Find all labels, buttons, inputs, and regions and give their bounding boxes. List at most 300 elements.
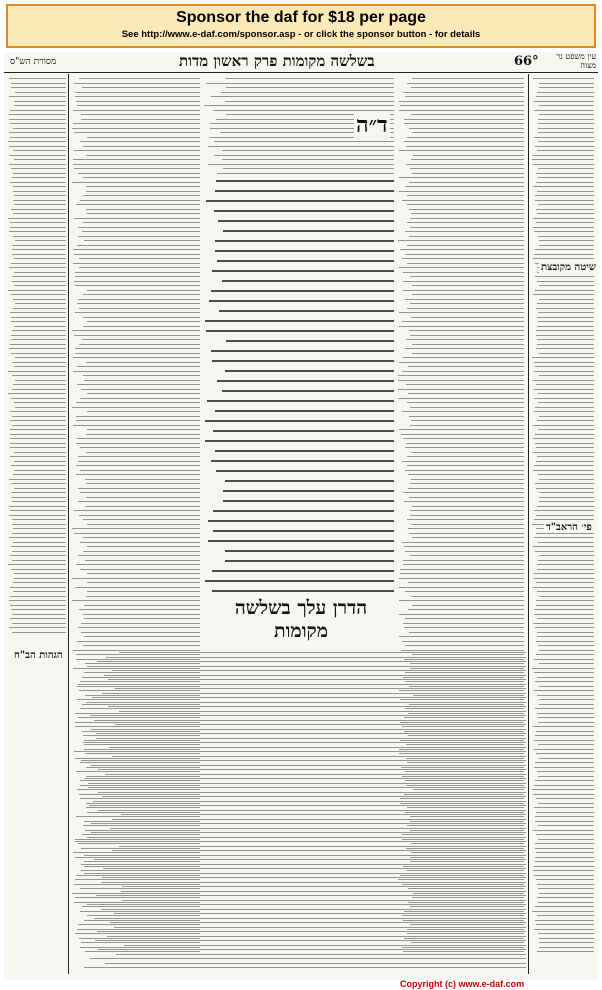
text-line — [98, 769, 526, 770]
text-line — [11, 497, 66, 498]
text-line — [119, 846, 526, 847]
shita-mekubetzet-label: שיטה מקובצת — [541, 262, 596, 273]
text-line — [223, 230, 394, 232]
text-line — [538, 141, 594, 142]
text-line — [84, 380, 200, 381]
text-line — [10, 447, 66, 448]
text-line — [15, 240, 66, 241]
text-line — [87, 290, 200, 291]
text-line — [95, 940, 526, 941]
text-line — [96, 733, 526, 734]
text-line — [11, 483, 66, 484]
text-line — [409, 209, 524, 210]
text-line — [217, 173, 394, 174]
text-line — [85, 560, 200, 561]
sponsor-banner-subtitle[interactable]: See http://www.e-daf.com/sponsor.asp - or click the sponsor button - for details — [121, 29, 481, 40]
text-line — [9, 231, 66, 232]
text-line — [538, 474, 594, 475]
text-line — [537, 344, 595, 345]
text-line — [399, 326, 524, 327]
text-line — [83, 519, 200, 520]
text-line — [218, 220, 394, 222]
text-line — [405, 447, 524, 448]
text-line — [538, 744, 594, 745]
text-line — [101, 909, 526, 910]
text-line — [112, 670, 526, 671]
text-line — [213, 110, 394, 111]
text-line — [88, 783, 526, 784]
text-line — [402, 411, 524, 412]
text-line — [8, 218, 66, 219]
text-line — [537, 636, 594, 637]
text-line — [87, 137, 200, 138]
text-line — [537, 632, 594, 633]
text-line — [215, 450, 394, 452]
text-line — [537, 191, 594, 192]
text-line — [14, 402, 66, 403]
text-line — [11, 492, 66, 493]
text-line — [412, 506, 524, 507]
text-line — [535, 195, 594, 196]
text-line — [537, 339, 594, 340]
text-line — [536, 447, 594, 448]
text-line — [538, 839, 594, 840]
text-line — [14, 101, 66, 102]
text-line — [73, 249, 201, 250]
text-line — [79, 258, 200, 259]
text-line — [12, 632, 66, 633]
text-line — [408, 474, 524, 475]
text-line — [74, 83, 200, 84]
text-line — [12, 281, 66, 282]
text-line — [115, 688, 526, 689]
text-line — [407, 245, 524, 246]
sponsor-banner[interactable] — [6, 4, 596, 48]
text-line — [534, 740, 594, 741]
text-line — [9, 132, 66, 133]
text-line — [97, 931, 526, 932]
text-line — [411, 452, 524, 453]
text-line — [407, 137, 524, 138]
text-line — [536, 582, 594, 583]
text-line — [533, 218, 594, 219]
text-line — [536, 308, 594, 309]
text-line — [76, 204, 200, 205]
text-line — [536, 515, 594, 516]
text-line — [122, 900, 526, 901]
text-line — [9, 114, 66, 115]
text-line — [536, 182, 594, 183]
text-line — [78, 555, 200, 556]
text-line — [409, 330, 524, 331]
text-line — [13, 474, 66, 475]
text-line — [74, 281, 200, 282]
text-line — [536, 348, 594, 349]
text-line — [410, 168, 524, 169]
text-line — [535, 276, 594, 277]
text-line — [537, 695, 594, 696]
text-line — [11, 294, 66, 295]
text-line — [13, 308, 66, 309]
text-line — [10, 429, 66, 430]
text-line — [535, 843, 594, 844]
text-line — [74, 132, 201, 133]
text-line — [411, 317, 524, 318]
text-line — [537, 303, 594, 304]
text-line — [537, 281, 594, 282]
text-line — [13, 299, 66, 300]
text-line — [535, 443, 594, 444]
text-line — [11, 263, 66, 264]
text-line — [398, 375, 524, 376]
text-line — [539, 699, 594, 700]
text-line — [408, 393, 524, 394]
text-line — [10, 605, 66, 606]
text-line — [398, 398, 524, 399]
text-line — [84, 855, 526, 856]
text-line — [15, 303, 66, 304]
text-line — [407, 519, 524, 520]
text-line — [115, 724, 526, 725]
text-line — [86, 186, 200, 187]
text-line — [12, 551, 66, 552]
text-line — [124, 945, 526, 946]
text-line — [535, 762, 594, 763]
text-line — [107, 936, 526, 937]
text-line — [214, 141, 394, 142]
text-line — [223, 500, 394, 502]
text-line — [400, 573, 524, 574]
text-line — [94, 918, 526, 919]
text-line — [536, 798, 594, 799]
text-line — [10, 420, 66, 421]
right-margin-column — [532, 78, 594, 958]
text-line — [83, 146, 200, 147]
text-line — [536, 753, 594, 754]
text-line — [398, 380, 524, 381]
text-line — [209, 300, 394, 302]
text-line — [536, 731, 594, 732]
text-line — [225, 101, 394, 102]
text-line — [78, 684, 527, 685]
text-line — [74, 751, 526, 752]
text-line — [399, 636, 524, 637]
hagahot-label: הגהות הב"ח — [14, 650, 63, 661]
text-line — [537, 564, 594, 565]
text-line — [83, 222, 200, 223]
text-line — [222, 150, 394, 151]
text-line — [114, 927, 526, 928]
text-line — [75, 353, 200, 354]
text-line — [533, 623, 594, 624]
text-line — [9, 506, 66, 507]
text-line — [75, 312, 200, 313]
text-line — [537, 456, 594, 457]
text-line — [225, 550, 394, 552]
text-line — [76, 474, 200, 475]
text-line — [9, 515, 66, 516]
text-line — [400, 105, 524, 106]
text-line — [412, 344, 524, 345]
text-line — [537, 915, 594, 916]
text-line — [14, 258, 66, 259]
text-line — [79, 308, 200, 309]
text-line — [73, 263, 200, 264]
text-line — [538, 402, 594, 403]
text-line — [534, 614, 594, 615]
text-line — [534, 749, 594, 750]
text-line — [13, 186, 66, 187]
text-line — [13, 591, 66, 592]
text-line — [398, 389, 524, 390]
text-line — [12, 501, 66, 502]
text-line — [14, 488, 66, 489]
text-line — [537, 569, 594, 570]
text-line — [14, 573, 66, 574]
text-line — [73, 650, 200, 651]
text-line — [399, 362, 524, 363]
text-line — [91, 765, 526, 766]
text-line — [73, 164, 200, 165]
text-line — [83, 294, 200, 295]
text-line — [410, 425, 524, 426]
text-line — [73, 159, 201, 160]
text-line — [538, 560, 595, 561]
text-line — [91, 832, 526, 833]
text-line — [535, 249, 594, 250]
talmud-page-scan — [4, 52, 598, 980]
text-line — [81, 623, 200, 624]
text-line — [534, 875, 594, 876]
text-line — [13, 213, 66, 214]
text-line — [110, 828, 526, 829]
text-line — [222, 159, 394, 160]
text-line — [13, 200, 66, 201]
text-line — [80, 542, 200, 543]
text-line — [538, 542, 594, 543]
text-line — [12, 416, 66, 417]
text-line — [216, 180, 394, 182]
text-line — [87, 411, 200, 412]
text-line — [15, 380, 66, 381]
text-line — [86, 434, 200, 435]
text-line — [83, 326, 200, 327]
text-line — [11, 209, 66, 210]
text-line — [87, 321, 200, 322]
text-line — [94, 859, 526, 860]
text-line — [76, 101, 200, 102]
text-line — [80, 398, 200, 399]
text-line — [9, 96, 66, 97]
text-line — [411, 596, 524, 597]
text-line — [84, 636, 200, 637]
text-line — [406, 339, 524, 340]
text-line — [535, 821, 594, 822]
text-line — [87, 546, 200, 547]
text-line — [119, 711, 526, 712]
text-line — [536, 812, 594, 813]
text-line — [533, 380, 594, 381]
text-line — [9, 267, 66, 268]
text-line — [112, 756, 526, 757]
text-line — [104, 675, 526, 676]
text-line — [533, 452, 595, 453]
text-line — [13, 542, 66, 543]
text-line — [410, 483, 524, 484]
text-line — [537, 771, 594, 772]
text-line — [410, 555, 524, 556]
text-line — [539, 942, 594, 943]
text-line — [539, 758, 594, 759]
text-line — [399, 429, 524, 430]
text-line — [534, 578, 594, 579]
left-margin-column — [8, 78, 66, 638]
text-line — [13, 150, 66, 151]
text-line — [538, 204, 594, 205]
text-line — [77, 245, 200, 246]
text-line — [403, 564, 524, 565]
text-line — [403, 560, 524, 561]
text-line — [12, 249, 66, 250]
text-line — [404, 501, 524, 502]
text-line — [11, 321, 66, 322]
text-line — [205, 420, 394, 422]
text-line — [211, 460, 394, 462]
text-line — [9, 119, 66, 120]
text-line — [14, 105, 66, 106]
text-line — [86, 209, 200, 210]
text-line — [14, 326, 66, 327]
text-line — [538, 132, 594, 133]
text-line — [83, 537, 200, 538]
text-line — [78, 227, 200, 228]
text-line — [534, 929, 595, 930]
text-line — [10, 123, 66, 124]
text-line — [539, 555, 594, 556]
text-line — [205, 580, 394, 582]
text-line — [12, 560, 66, 561]
text-line — [412, 132, 524, 133]
text-line — [80, 569, 200, 570]
text-line — [93, 801, 526, 802]
text-line — [74, 533, 200, 534]
text-line — [538, 168, 594, 169]
text-line — [98, 810, 526, 811]
text-line — [225, 480, 394, 482]
text-line — [405, 186, 524, 187]
text-line — [408, 609, 524, 610]
text-line — [10, 312, 66, 313]
text-line — [536, 222, 595, 223]
sponsor-banner-title[interactable]: Sponsor the daf for $18 per page — [176, 9, 426, 26]
text-line — [80, 492, 200, 493]
text-line — [87, 429, 200, 430]
text-line — [12, 245, 66, 246]
text-line — [539, 492, 594, 493]
text-line — [9, 164, 66, 165]
text-line — [534, 537, 594, 538]
text-line — [8, 564, 66, 565]
text-line — [81, 119, 200, 120]
text-line — [215, 410, 394, 412]
text-line — [13, 128, 66, 129]
text-line — [112, 850, 526, 851]
text-line — [411, 479, 524, 480]
text-line — [116, 954, 526, 955]
text-line — [12, 362, 66, 363]
text-line — [533, 164, 594, 165]
text-line — [211, 96, 394, 97]
text-line — [535, 434, 594, 435]
text-line — [401, 650, 524, 651]
text-line — [403, 92, 524, 93]
text-line — [535, 681, 594, 682]
text-line — [537, 591, 594, 592]
text-line — [539, 704, 594, 705]
text-line — [535, 848, 594, 849]
text-line — [215, 250, 394, 252]
text-line — [399, 312, 524, 313]
text-line — [11, 168, 67, 169]
text-line — [84, 778, 526, 779]
text-line — [534, 362, 594, 363]
text-line — [10, 443, 66, 444]
text-line — [538, 393, 594, 394]
text-line — [533, 870, 594, 871]
text-line — [399, 150, 524, 151]
copyright-text[interactable]: Copyright (c) www.e-daf.com — [400, 979, 525, 989]
text-line — [536, 654, 594, 655]
text-line — [534, 609, 594, 610]
text-line — [411, 213, 524, 214]
text-line — [402, 461, 524, 462]
text-line — [205, 440, 394, 442]
text-line — [13, 528, 66, 529]
text-line — [405, 551, 524, 552]
text-line — [539, 501, 594, 502]
text-line — [9, 479, 66, 480]
text-line — [399, 587, 524, 588]
text-line — [538, 717, 594, 718]
text-line — [226, 87, 394, 88]
text-line — [86, 497, 201, 498]
text-line — [10, 411, 66, 412]
text-line — [535, 146, 594, 147]
text-line — [13, 173, 66, 174]
text-line — [405, 348, 524, 349]
text-line — [408, 366, 524, 367]
text-line — [213, 510, 394, 512]
text-line — [534, 411, 594, 412]
text-line — [11, 353, 66, 354]
text-line — [405, 470, 524, 471]
text-line — [412, 605, 524, 606]
text-line — [75, 96, 200, 97]
text-line — [76, 420, 200, 421]
text-line — [410, 218, 524, 219]
text-line — [8, 141, 66, 142]
text-line — [404, 141, 524, 142]
text-line — [532, 911, 594, 912]
text-line — [410, 510, 524, 511]
text-line — [10, 227, 66, 228]
text-line — [14, 195, 66, 196]
text-line — [86, 596, 200, 597]
text-line — [121, 814, 526, 815]
text-line — [410, 227, 524, 228]
text-line — [223, 168, 394, 169]
text-line — [225, 370, 394, 372]
